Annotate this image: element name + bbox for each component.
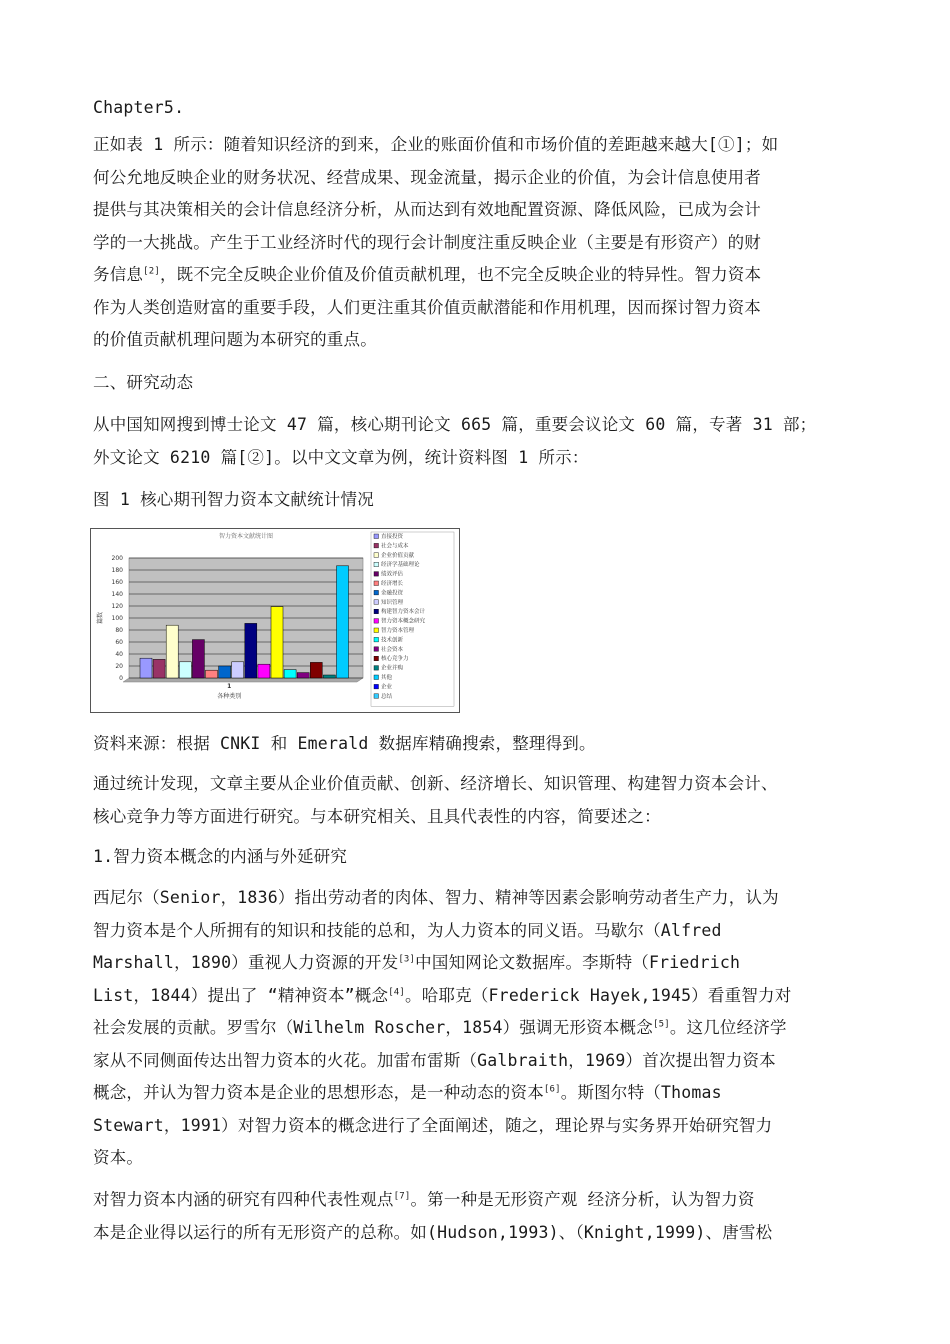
text-line: 西尼尔（Senior，1836）指出劳动者的肉体、智力、精神等因素会影响劳动者生产力，认为 xyxy=(93,888,779,907)
text-line: 社会发展的贡献。罗雪尔（Wilhelm Roscher，1854）强调无形资本概念[5]。这几位经济学 xyxy=(93,1018,787,1037)
legend-swatch xyxy=(374,619,379,624)
legend-swatch xyxy=(374,572,379,577)
legend-label: 其他 xyxy=(381,675,393,681)
bar xyxy=(337,566,349,678)
text-line: 家从不同侧面传达出智力资本的火花。加雷布雷斯（Galbraith，1969）首次提出智力资本 xyxy=(93,1050,776,1070)
legend-swatch xyxy=(374,637,379,642)
paragraph-stats xyxy=(93,409,816,474)
y-tick-label: 80 xyxy=(115,627,123,634)
x-axis-label: 各种类别 xyxy=(217,693,242,700)
paragraph-history xyxy=(93,882,791,1175)
subheading-concept: 1.智力资本概念的内涵与外延研究 xyxy=(93,847,348,866)
bar xyxy=(192,640,204,678)
text-line: 概念，并认为智力资本是企业的思想形态，是一种动态的资本[6]。斯图尔特（Thomas xyxy=(93,1083,722,1102)
plot-floor xyxy=(123,678,363,682)
legend-label: 经济学基础理论 xyxy=(381,562,420,569)
y-tick-label: 40 xyxy=(115,651,123,658)
text-line: Stewart，1991）对智力资本的概念进行了全面阐述，随之，理论界与实务界开始研究智力 xyxy=(93,1115,773,1135)
bar xyxy=(153,659,165,678)
paragraph-viewpoints xyxy=(93,1184,772,1249)
y-tick-label: 60 xyxy=(115,639,123,646)
citation-marker: [2] xyxy=(143,266,160,277)
legend-label: 技术创新 xyxy=(381,637,404,644)
chapter-line: Chapter5. xyxy=(93,98,185,117)
legend-swatch xyxy=(374,590,379,595)
legend-label: 直接投资 xyxy=(381,534,404,540)
text-line: 智力资本是个人所拥有的知识和技能的总和，为人力资本的同义语。马歇尔（Alfred xyxy=(93,920,722,940)
text-line: 通过统计发现，文章主要从企业价值贡献、创新、经济增长、知识管理、构建智力资本会计、 xyxy=(93,774,778,793)
bar-chart xyxy=(90,528,460,713)
y-tick-label: 160 xyxy=(111,579,123,586)
text-line: 的价值贡献机理问题为本研究的重点。 xyxy=(93,330,377,349)
y-tick-label: 180 xyxy=(111,567,123,574)
text-line: 学的一大挑战。产生于工业经济时代的现行会计制度注重反映企业（主要是有形资产）的财 xyxy=(93,232,761,252)
legend-swatch xyxy=(374,562,379,567)
legend-label: 构建智力资本会计 xyxy=(381,609,426,616)
text-line: Marshall，1890）重视人力资源的开发[3]中国知网论文数据库。李斯特（Friedrich xyxy=(93,953,741,972)
bar xyxy=(271,607,283,678)
legend-swatch xyxy=(374,543,379,548)
legend-label: 核心竞争力 xyxy=(381,656,409,663)
bar xyxy=(297,673,309,678)
legend-label: 金融投资 xyxy=(381,590,404,597)
bar xyxy=(323,675,335,678)
paragraph-intro xyxy=(93,129,778,357)
chart-title: 智力资本文献统计图 xyxy=(218,533,274,540)
legend-swatch xyxy=(374,609,379,614)
legend-label: 企业并购 xyxy=(381,665,404,672)
legend-swatch xyxy=(374,553,379,558)
text-line: 本是企业得以运行的所有无形资产的总称。如(Hudson,1993)、（Knight,1999)、唐雪松 xyxy=(93,1222,773,1242)
legend-label: 绩效评估 xyxy=(381,571,404,578)
section-heading-research-trends: 二、研究动态 xyxy=(93,373,194,392)
text-line: 何公允地反映企业的财务状况、经营成果、现金流量，揭示企业的价值，为会计信息使用者 xyxy=(93,167,761,187)
text-line: 正如表 1 所示：随着知识经济的到来，企业的账面价值和市场价值的差距越来越大[①]；如 xyxy=(93,135,779,154)
bar xyxy=(258,664,270,678)
text-line: 对智力资本内涵的研究有四种代表性观点[7]。第一种是无形资产观 经济分析，认为智力资 xyxy=(93,1190,755,1209)
citation-marker: [3] xyxy=(398,954,416,965)
legend-swatch xyxy=(374,694,379,699)
text-line: 外文论文 6210 篇[②]。以中文文章为例，统计资料图 1 所示： xyxy=(93,447,589,467)
legend-label: 知识管理 xyxy=(381,599,404,606)
source-note: 资料来源：根据 CNKI 和 Emerald 数据库精确搜索，整理得到。 xyxy=(93,734,596,753)
legend-label: 经济增长 xyxy=(381,581,404,587)
text-line: 作为人类创造财富的重要手段，人们更注重其价值贡献潜能和作用机理，因而探讨智力资本 xyxy=(93,297,761,317)
y-tick-label: 20 xyxy=(115,663,123,670)
text-line: 从中国知网搜到博士论文 47 篇，核心期刊论文 665 篇，重要会议论文 60 篇，专著 31 部； xyxy=(93,415,817,434)
citation-marker: [7] xyxy=(393,1191,411,1202)
legend-label: 智力资本概念研究 xyxy=(381,618,426,625)
legend-swatch xyxy=(374,534,379,539)
y-tick-label: 120 xyxy=(111,603,123,610)
bar xyxy=(245,623,257,678)
legend-label: 总结 xyxy=(381,693,393,700)
bar xyxy=(166,625,178,678)
legend-swatch xyxy=(374,675,379,680)
paragraph-findings xyxy=(93,768,778,833)
bar xyxy=(140,658,152,678)
y-tick-label: 0 xyxy=(119,675,123,682)
legend-swatch xyxy=(374,666,379,671)
bar xyxy=(206,670,218,678)
legend-swatch xyxy=(374,581,379,586)
chart-svg xyxy=(91,529,459,712)
bar xyxy=(232,662,244,678)
legend-label: 社会资本 xyxy=(381,646,404,653)
bar xyxy=(179,662,191,678)
y-tick-label: 100 xyxy=(111,615,123,622)
y-tick-label: 200 xyxy=(111,555,123,562)
legend-label: 社会与成本 xyxy=(381,543,409,550)
x-tick-label: 1 xyxy=(227,683,232,690)
text-line: 提供与其决策相关的会计信息经济分析，从而达到有效地配置资源、降低风险，已成为会计 xyxy=(93,200,761,219)
legend-label: 智力资本管理 xyxy=(381,628,415,634)
legend-swatch xyxy=(374,684,379,689)
legend-swatch xyxy=(374,647,379,652)
figure-caption: 图 1 核心期刊智力资本文献统计情况 xyxy=(93,490,374,509)
legend-label: 企业价值贡献 xyxy=(381,552,415,559)
text-line: List，1844）提出了 “精神资本”概念[4]。哈耶克（Frederick Hayek,1945）看重智力对 xyxy=(93,985,792,1005)
bar xyxy=(284,670,296,678)
citation-marker: [4] xyxy=(388,987,406,997)
legend-label: 企业 xyxy=(381,684,393,691)
bar xyxy=(219,666,231,678)
citation-marker: [6] xyxy=(543,1084,561,1095)
legend-swatch xyxy=(374,656,379,661)
y-tick-label: 140 xyxy=(111,591,123,598)
y-axis-label: 篇数 xyxy=(97,611,104,625)
bar xyxy=(310,662,322,678)
legend-swatch xyxy=(374,628,379,633)
text-line: 资本。 xyxy=(93,1148,144,1167)
legend-swatch xyxy=(374,600,379,605)
citation-marker: [5] xyxy=(652,1019,670,1030)
text-line: 务信息[2]，既不完全反映企业价值及价值贡献机理，也不完全反映企业的特异性。智力资本 xyxy=(93,265,762,284)
text-line: 核心竞争力等方面进行研究。与本研究相关、且具代表性的内容，简要述之： xyxy=(93,806,661,826)
